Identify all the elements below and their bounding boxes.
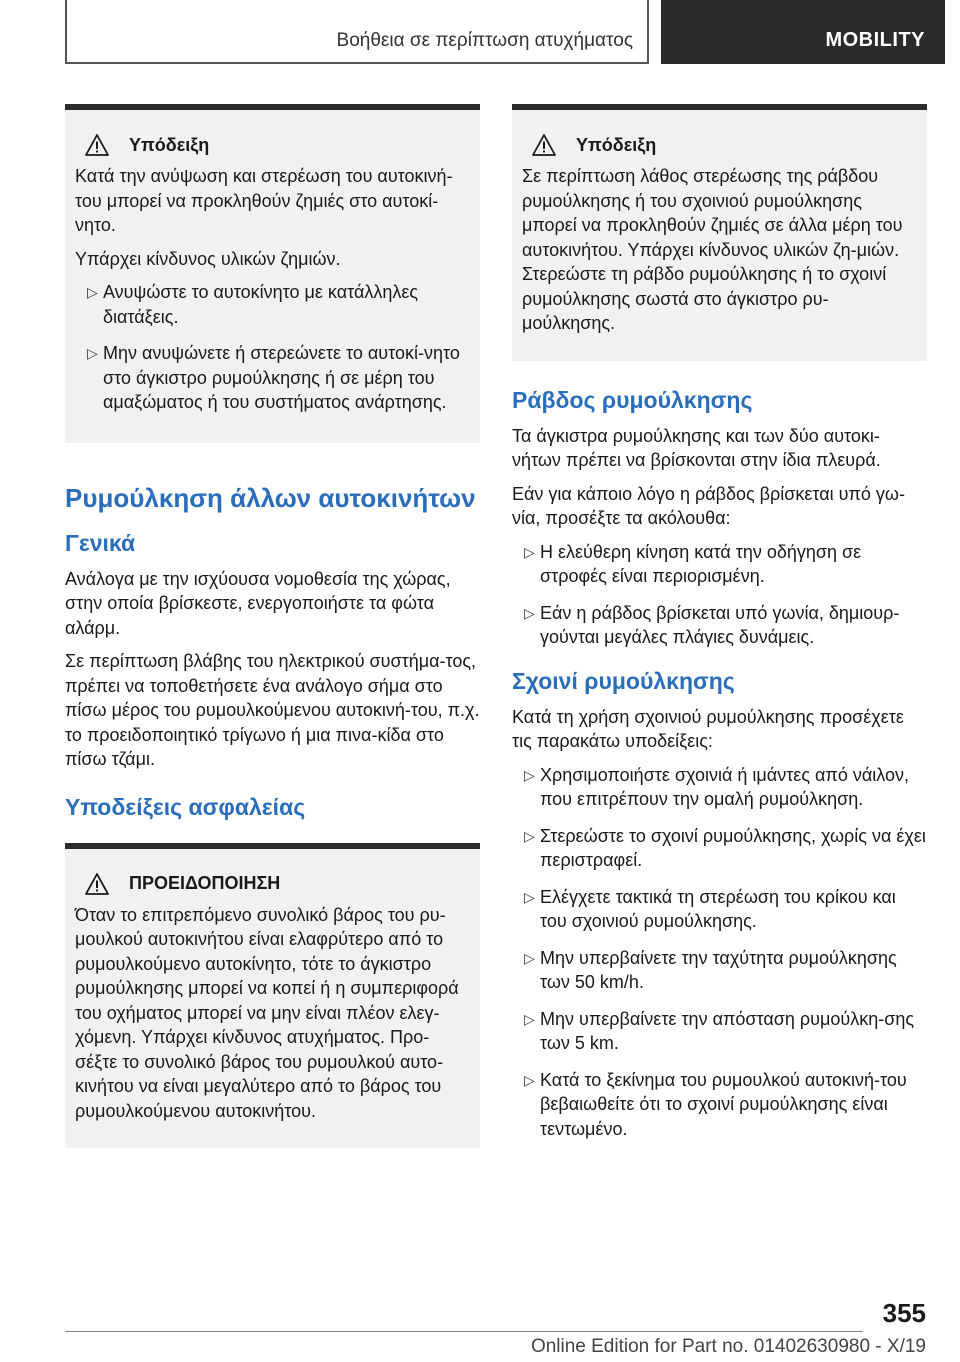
list-item: ▷ Η ελεύθερη κίνηση κατά την οδήγηση σε στροφές είναι περιορισμένη. xyxy=(512,540,927,589)
paragraph: Τα άγκιστρα ρυμούλκησης και των δύο αυτοκι-νήτων πρέπει να βρίσκονται στην ίδια πλευρά. xyxy=(512,425,881,470)
warning-text: Όταν το επιτρεπόμενο συνολικό βάρος του ρυ-μουλκού αυτοκινήτου είναι ελαφρύτερο από το ρυμουλκούμενο αυτοκίνητο, τότε το άγκιστρο ρυμούλκησης μπορεί να κοπεί ή η συμπεριφορά του οχήματος μπορεί να μην είναι πλέον ελεγ-χόμενη. Υπάρχει κίνδυνος ατυχήματος. Προ-σέξτε το συνολικό βάρος του ρυμουλκού αυτο-κινήτου να είναι μεγαλύτερο από το βάρος του ρυμουλκούμενου αυτοκινήτου. xyxy=(75,904,459,1121)
warning-box xyxy=(65,843,480,1149)
paragraph: Κατά τη χρήση σχοινιού ρυμούλκησης προσέχετε τις παρακάτω υποδείξεις: xyxy=(512,706,904,751)
paragraph: Ανάλογα με την ισχύουσα νομοθεσία της χώρας, στην οποία βρίσκεστε, ενεργοποιήστε τα φώτα αλάρμ. xyxy=(65,568,451,638)
list-item: ▷ Χρησιμοποιήστε σχοινιά ή ιμάντες από νάιλον, που επιτρέπουν την ομαλή ρυμούλκηση. xyxy=(512,763,927,812)
triangle-bullet-icon: ▷ xyxy=(524,827,535,844)
list-item: ▷ Ελέγχετε τακτικά τη στερέωση του κρίκου και του σχοινιού ρυμούλκησης. xyxy=(512,885,927,934)
triangle-bullet-icon: ▷ xyxy=(524,766,535,783)
warning-triangle-icon xyxy=(532,134,556,156)
triangle-bullet-icon: ▷ xyxy=(524,949,535,966)
page-number: 355 xyxy=(882,1298,926,1328)
left-column xyxy=(65,104,480,1148)
section-label: MOBILITY xyxy=(825,29,925,51)
list-item: ▷ Ανυψώστε το αυτοκίνητο με κατάλληλες διατάξεις. xyxy=(75,280,470,329)
subheading-tow-rope: Σχοινί ρυμούλκησης xyxy=(512,667,735,694)
list-item: ▷ Στερεώστε το σχοινί ρυμούλκησης, χωρίς να έχει περιστραφεί. xyxy=(512,824,927,873)
note-header xyxy=(75,134,470,156)
note-text: Κατά την ανύψωση και στερέωση του αυτοκινή-του μπορεί να προκληθούν ζημιές στο αυτοκί-νητο. xyxy=(75,166,453,235)
note-text: Σε περίπτωση λάθος στερέωσης της ράβδου ρυμούλκησης ή του σχοινιού ρυμούλκησης μπορεί να προκληθούν ζημιές σε άλλα μέρη του αυτοκινήτου. Υπάρχει κίνδυνος υλικών ζη-μιών. Στερεώστε τη ράβδο ρυμούλκησης ή το σχοινί ρυμούλκησης σωστά στο άγκιστρο ρυ-μούλκησης. xyxy=(522,166,903,333)
chapter-header xyxy=(65,0,649,64)
warning-header xyxy=(75,873,470,895)
paragraph: Εάν για κάποιο λόγο η ράβδος βρίσκεται υπό γω-νία, προσέξτε τα ακόλουθα: xyxy=(512,483,905,528)
chapter-title: Βοήθεια σε περίπτωση ατυχήματος xyxy=(336,30,633,51)
triangle-bullet-icon: ▷ xyxy=(524,543,535,560)
triangle-bullet-icon: ▷ xyxy=(87,345,98,361)
triangle-bullet-icon: ▷ xyxy=(524,604,535,621)
triangle-bullet-icon: ▷ xyxy=(524,1010,535,1027)
list-item: ▷ Κατά το ξεκίνημα του ρυμουλκού αυτοκινή-του βεβαιωθείτε ότι το σχοινί ρυμούλκησης είναι τεντωμένο. xyxy=(512,1068,927,1142)
triangle-bullet-icon: ▷ xyxy=(524,888,535,905)
page-header xyxy=(65,0,945,64)
note-title: Υπόδειξη xyxy=(129,134,210,155)
note-text: Υπάρχει κίνδυνος υλικών ζημιών. xyxy=(75,248,341,269)
section-tab xyxy=(661,0,945,64)
triangle-bullet-icon: ▷ xyxy=(524,1071,535,1088)
warning-triangle-icon xyxy=(85,134,109,156)
list-item: ▷ Μην υπερβαίνετε την ταχύτητα ρυμούλκησης των 50 km/h. xyxy=(512,946,927,995)
footer-divider xyxy=(65,1331,863,1332)
right-column xyxy=(512,104,927,1153)
note-title: Υπόδειξη xyxy=(576,134,657,155)
footer-edition: Online Edition for Part no. 01402630980 - X/19 xyxy=(530,1336,926,1357)
list-item: ▷ Μην ανυψώνετε ή στερεώνετε το αυτοκί-νητο στο άγκιστρο ρυμούλκησης ή σε μέρη του αμαξώματος ή του συστήματος ανάρτησης. xyxy=(75,341,470,415)
warning-title: ΠΡΟΕΙΔΟΠΟΙΗΣΗ xyxy=(129,873,281,893)
warning-triangle-icon xyxy=(85,873,109,895)
section-heading: Ρυμούλκηση άλλων αυτοκινήτων xyxy=(65,482,476,513)
note-box xyxy=(65,104,480,443)
subheading-general: Γενικά xyxy=(65,529,136,556)
list-item: ▷ Μην υπερβαίνετε την απόσταση ρυμούλκη-σης των 5 km. xyxy=(512,1007,927,1056)
paragraph: Σε περίπτωση βλάβης του ηλεκτρικού συστήμα-τος, πρέπει να τοποθετήσετε ένα ανάλογο σήμα στο πίσω μέρος του ρυμουλκούμενου αυτοκινή-του, π.χ. το προειδοποιητικό τρίγωνο ή μια πινα-κίδα στο πίσω τζάμι. xyxy=(65,651,480,769)
subheading-tow-rod: Ράβδος ρυμούλκησης xyxy=(512,386,753,413)
subheading-safety: Υποδείξεις ασφαλείας xyxy=(65,793,306,820)
note-header xyxy=(522,134,917,156)
list-item: ▷ Εάν η ράβδος βρίσκεται υπό γωνία, δημιουρ-γούνται μεγάλες πλάγιες δυνάμεις. xyxy=(512,601,927,650)
note-box xyxy=(512,104,927,361)
triangle-bullet-icon: ▷ xyxy=(87,284,98,300)
